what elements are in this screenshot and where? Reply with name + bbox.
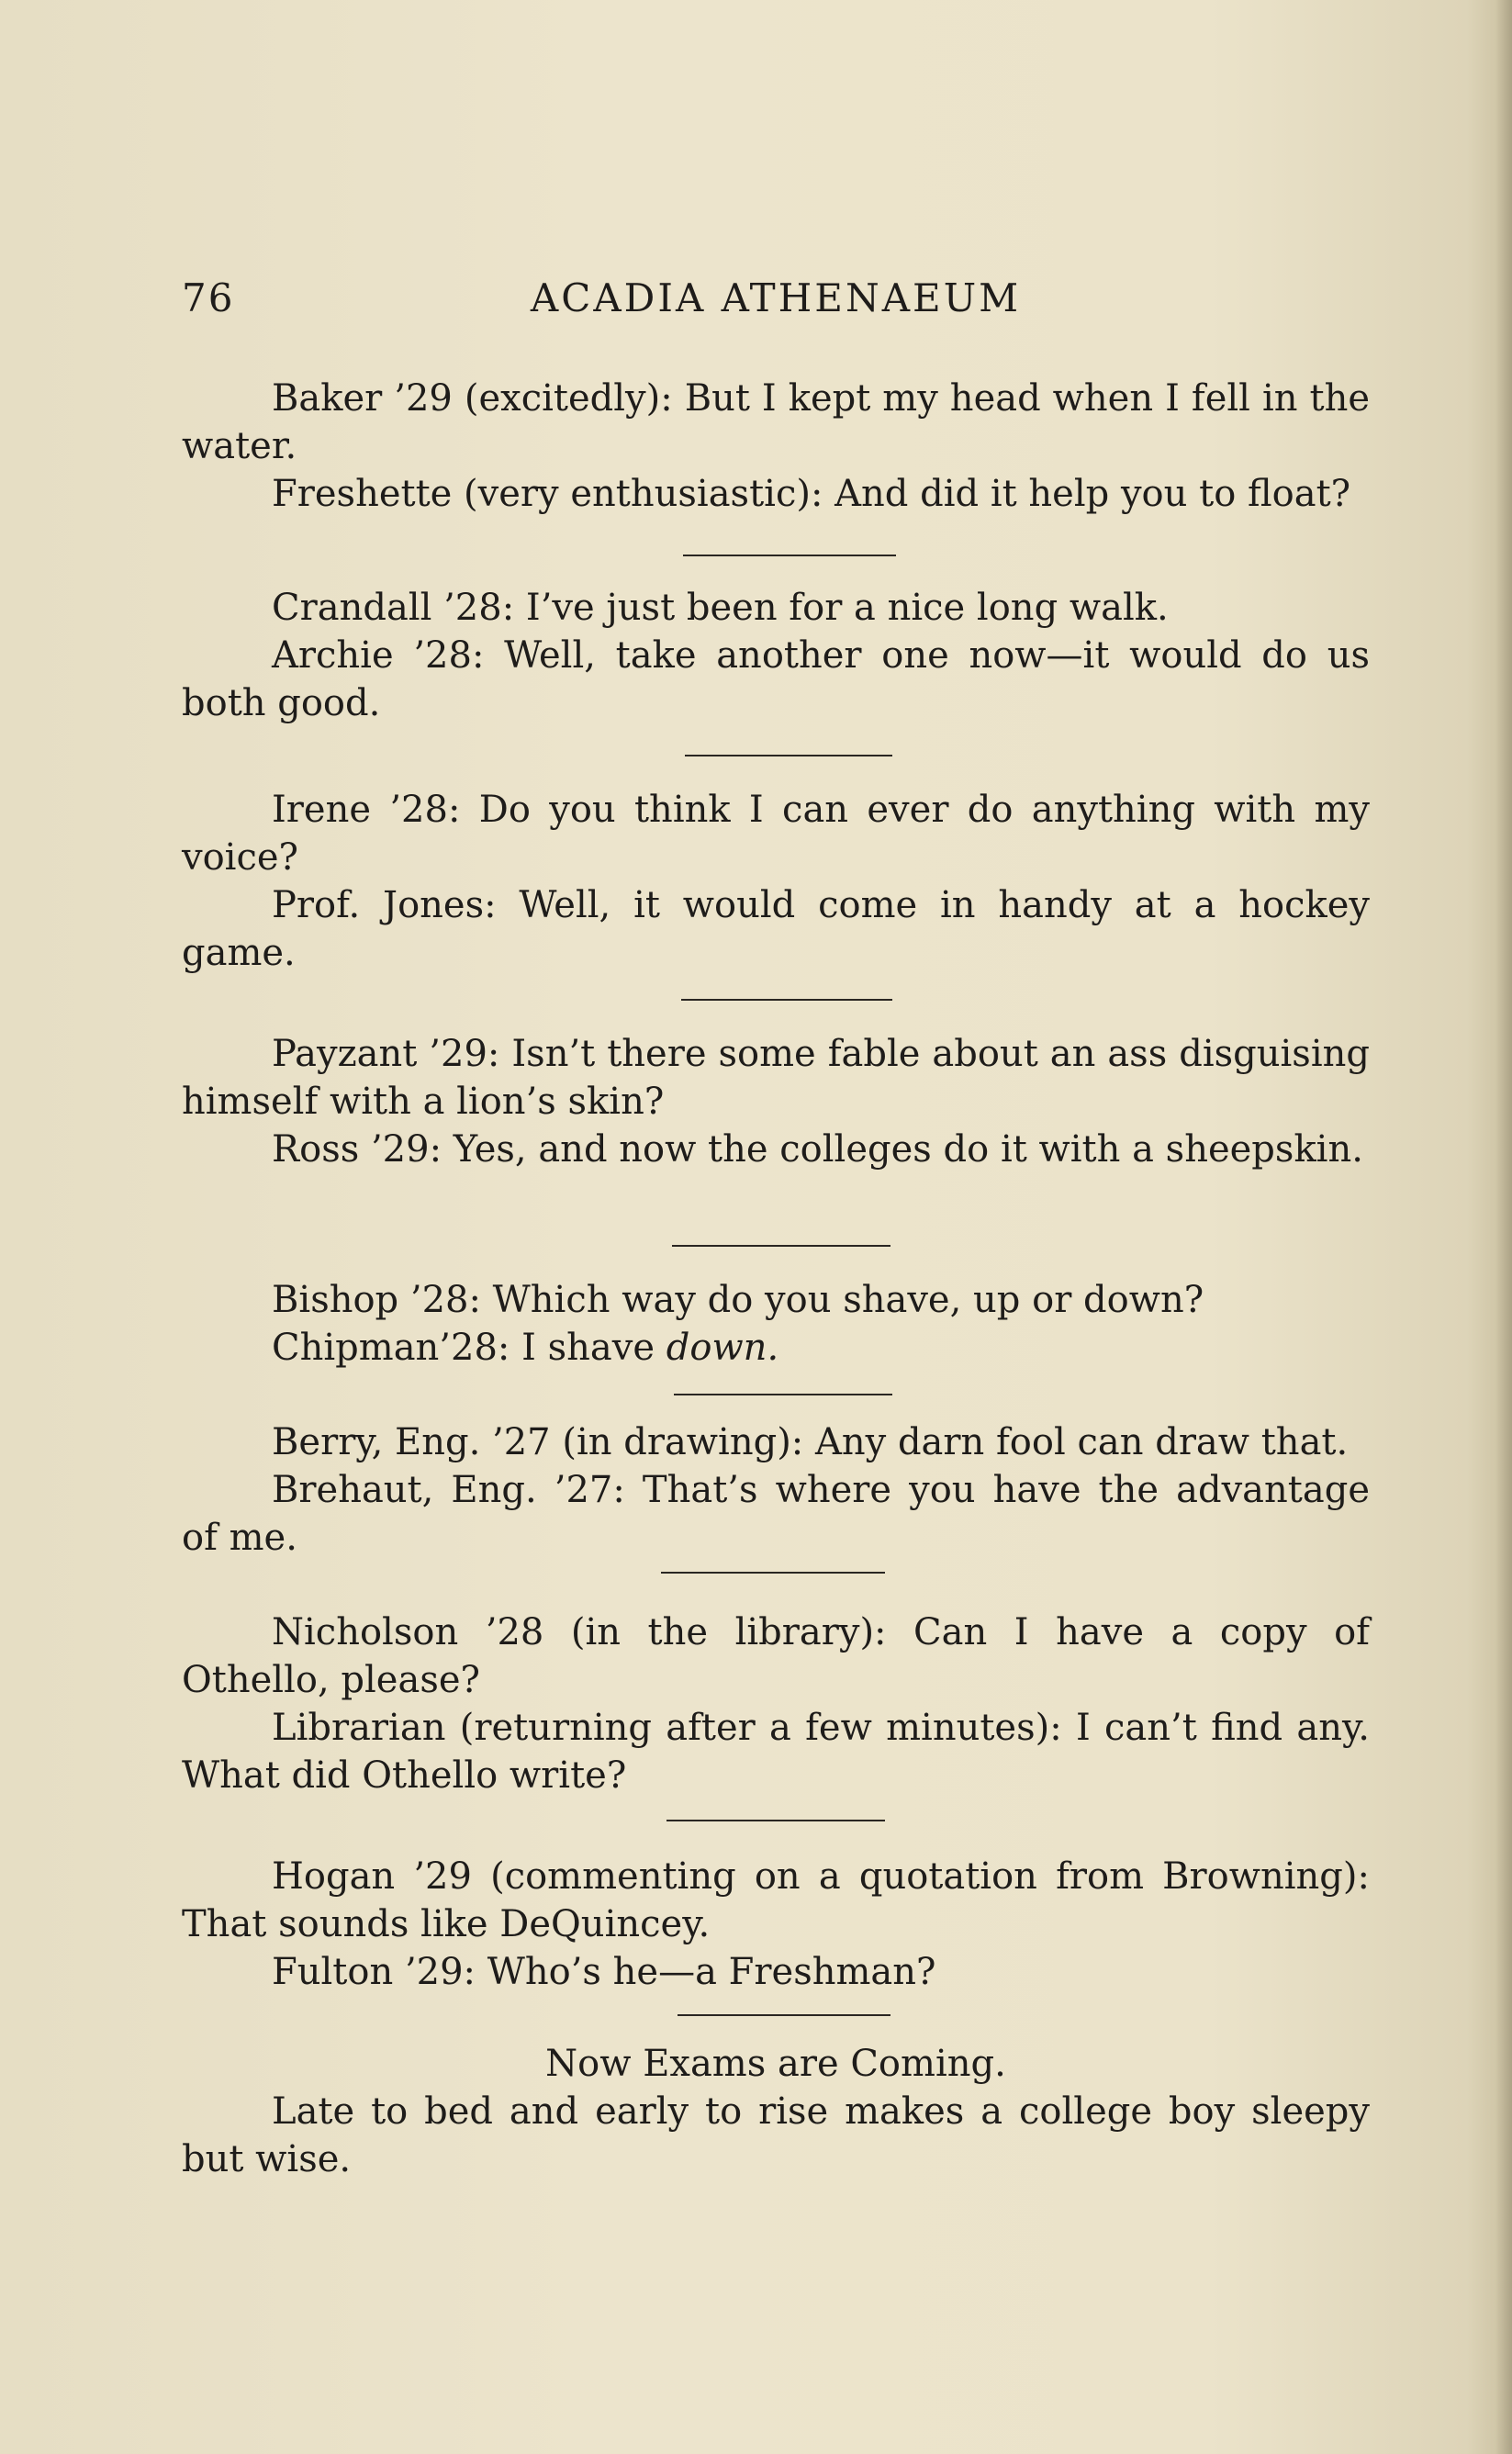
joke-6 (182, 1418, 1370, 1562)
separator-rule (661, 1572, 885, 1574)
separator-rule (674, 1394, 892, 1395)
separator-rule (683, 555, 896, 556)
closing-section (182, 2040, 1370, 2183)
running-title: ACADIA ATHENAEUM (530, 275, 1022, 320)
joke-line-prefix: Chipman’28: I shave (272, 1327, 666, 1369)
joke-line: Freshette (very enthusiastic): And did it help you to float? (272, 473, 1351, 515)
page-number: 76 (182, 275, 235, 320)
page-edge-shadow (1495, 0, 1512, 2454)
closing-text: Late to bed and early to rise makes a college boy sleepy but wise. (182, 2090, 1370, 2180)
joke-line: Hogan ’29 (commenting on a quotation from Browning): That sounds like DeQuincey. (182, 1855, 1370, 1945)
joke-line: Bishop ’28: Which way do you shave, up or down? (272, 1279, 1204, 1321)
joke-5 (182, 1276, 1370, 1372)
page-header (182, 275, 1370, 331)
joke-line (182, 1324, 1370, 1372)
joke-line: Baker ’29 (excitedly): But I kept my head when I fell in the water. (182, 377, 1370, 467)
separator-rule (672, 1245, 890, 1247)
separator-rule (678, 2014, 890, 2016)
joke-line: Ross ’29: Yes, and now the colleges do it with a sheepskin. (272, 1128, 1363, 1171)
emphasized-word: down. (666, 1327, 779, 1369)
joke-line: Archie ’28: Well, take another one now—it would do us both good. (182, 634, 1370, 724)
joke-line: Librarian (returning after a few minutes): I can’t find any. What did Othello write? (182, 1707, 1370, 1797)
joke-8 (182, 1853, 1370, 1996)
joke-line: Fulton ’29: Who’s he—a Freshman? (272, 1951, 936, 1993)
separator-rule (685, 755, 892, 756)
separator-rule (681, 999, 892, 1001)
joke-4 (182, 1030, 1370, 1173)
joke-7 (182, 1608, 1370, 1799)
joke-line: Payzant ’29: Isn’t there some fable about an ass disguising himself with a lion’s skin? (182, 1033, 1370, 1123)
joke-line: Nicholson ’28 (in the library): Can I have a copy of Othello, please? (182, 1611, 1370, 1701)
joke-3 (182, 786, 1370, 977)
joke-2 (182, 584, 1370, 727)
joke-line: Berry, Eng. ’27 (in drawing): Any darn fool can draw that. (272, 1421, 1349, 1463)
joke-line: Irene ’28: Do you think I can ever do anything with my voice? (182, 789, 1370, 879)
closing-heading: Now Exams are Coming. (545, 2043, 1006, 2085)
joke-line: Brehaut, Eng. ’27: That’s where you have the advantage of me. (182, 1469, 1370, 1559)
joke-line: Prof. Jones: Well, it would come in handy at a hockey game. (182, 884, 1370, 974)
joke-line: Crandall ’28: I’ve just been for a nice long walk. (272, 587, 1169, 629)
joke-1 (182, 375, 1370, 518)
separator-rule (666, 1820, 885, 1821)
